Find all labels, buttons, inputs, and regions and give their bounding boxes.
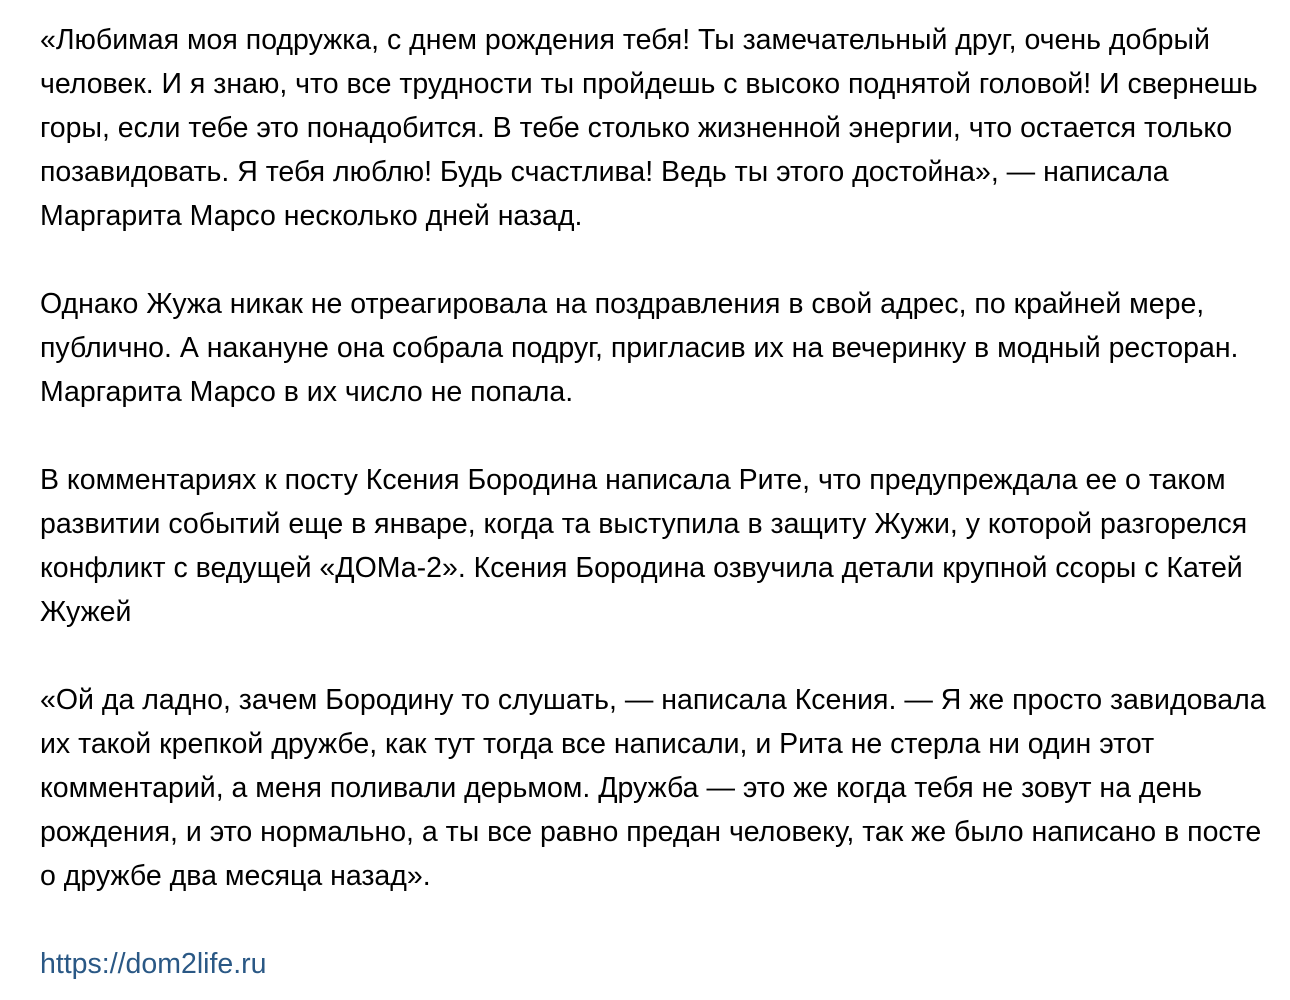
- paragraph-comments: В комментариях к посту Ксения Бородина написала Рите, что предупреждала ее о таком развитии событий еще в январе, когда та выступила в защиту Жужи, у которой разгорелся конфликт с ведущей «ДОМа-2». Ксения Бородина озвучила детали крупной ссоры с Катей Жужей: [40, 464, 1248, 628]
- source-link[interactable]: https://dom2life.ru: [40, 948, 267, 980]
- post-body: [40, 18, 1270, 986]
- paragraph-birthday-wish: «Любимая моя подружка, с днем рождения тебя! Ты замечательный друг, очень добрый человек. И я знаю, что все трудности ты пройдешь с высоко поднятой головой! И свернешь горы, если тебе это понадобится. В тебе столько жизненной энергии, что остается только позавидовать. Я тебя люблю! Будь счастлива! Ведь ты этого достойна», — написала Маргарита Марсо несколько дней назад.: [40, 24, 1258, 232]
- paragraph-no-reaction: Однако Жужа никак не отреагировала на поздравления в свой адрес, по крайней мере, публично. А накануне она собрала подруг, пригласив их на вечеринку в модный ресторан. Маргарита Марсо в их число не попала.: [40, 288, 1239, 408]
- paragraph-quote: «Ой да ладно, зачем Бородину то слушать, — написала Ксения. — Я же просто завидовала их такой крепкой дружбе, как тут тогда все написали, и Рита не стерла ни один этот комментарий, а меня поливали дерьмом. Дружба — это же когда тебя не зовут на день рождения, и это нормально, а ты все равно предан человеку, так же было написано в посте о дружбе два месяца назад».: [40, 684, 1266, 892]
